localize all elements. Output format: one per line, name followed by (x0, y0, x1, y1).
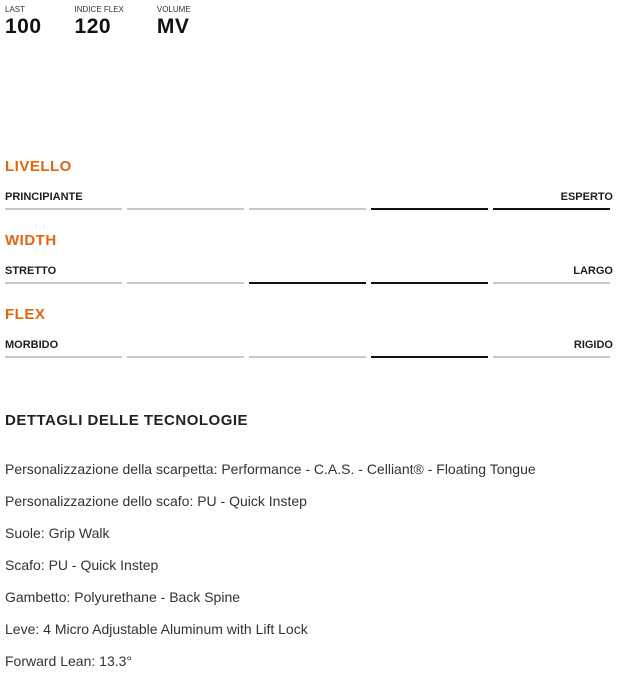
scale-segment-active (493, 208, 610, 210)
spec-value: MV (156, 15, 190, 38)
scale-bars (5, 356, 613, 358)
scale-segment (5, 282, 122, 284)
scale-title: WIDTH (5, 232, 57, 249)
scale-min-label: STRETTO (5, 265, 57, 277)
spec-last (5, 5, 42, 40)
tech-detail-item: Leve: 4 Micro Adjustable Aluminum with Lift Lock (5, 621, 308, 637)
spec-label: LAST (5, 5, 26, 14)
tech-detail-item: Suole: Grip Walk (5, 525, 110, 541)
scale-ends (5, 339, 613, 353)
spec-summary (5, 5, 224, 40)
scale-segment (493, 282, 610, 284)
spec-label: VOLUME (156, 5, 191, 14)
scale-segment-active (371, 282, 488, 284)
scale-max-label: ESPERTO (560, 191, 613, 203)
tech-details-title: DETTAGLI DELLE TECNOLOGIE (5, 412, 249, 429)
scale-segment (127, 208, 244, 210)
scale-segment (5, 208, 122, 210)
scale-flex (5, 306, 613, 358)
spec-label: INDICE FLEX (74, 5, 124, 14)
tech-detail-item: Personalizzazione dello scafo: PU - Quick Instep (5, 493, 307, 509)
scale-segment-active (371, 208, 488, 210)
spec-volume (157, 5, 191, 40)
scale-width (5, 232, 613, 284)
scale-segment (127, 356, 244, 358)
scale-max-label: LARGO (573, 265, 613, 277)
scale-segment (5, 356, 122, 358)
scale-title: FLEX (5, 306, 46, 323)
scale-segment (127, 282, 244, 284)
scale-segment (493, 356, 610, 358)
tech-detail-item: Gambetto: Polyurethane - Back Spine (5, 589, 241, 605)
scale-max-label: RIGIDO (573, 339, 613, 351)
scale-livello (5, 158, 613, 210)
tech-detail-item: Personalizzazione della scarpetta: Performance - C.A.S. - Celliant® - Floating Tongue (5, 461, 536, 477)
scale-bars (5, 282, 613, 284)
scale-segment (249, 356, 366, 358)
scale-ends (5, 191, 613, 205)
scale-segment (249, 208, 366, 210)
tech-detail-item: Scafo: PU - Quick Instep (5, 557, 159, 573)
scale-segment-active (249, 282, 366, 284)
spec-value: 120 (74, 15, 112, 38)
scale-title: LIVELLO (5, 158, 72, 175)
spec-value: 100 (5, 15, 42, 38)
scale-min-label: PRINCIPIANTE (5, 191, 83, 203)
spec-flex-index (75, 5, 124, 40)
scale-ends (5, 265, 613, 279)
scale-segment-active (371, 356, 488, 358)
scale-bars (5, 208, 613, 210)
tech-details-list (5, 460, 536, 684)
scale-min-label: MORBIDO (5, 339, 59, 351)
tech-detail-item: Forward Lean: 13.3° (5, 653, 133, 669)
